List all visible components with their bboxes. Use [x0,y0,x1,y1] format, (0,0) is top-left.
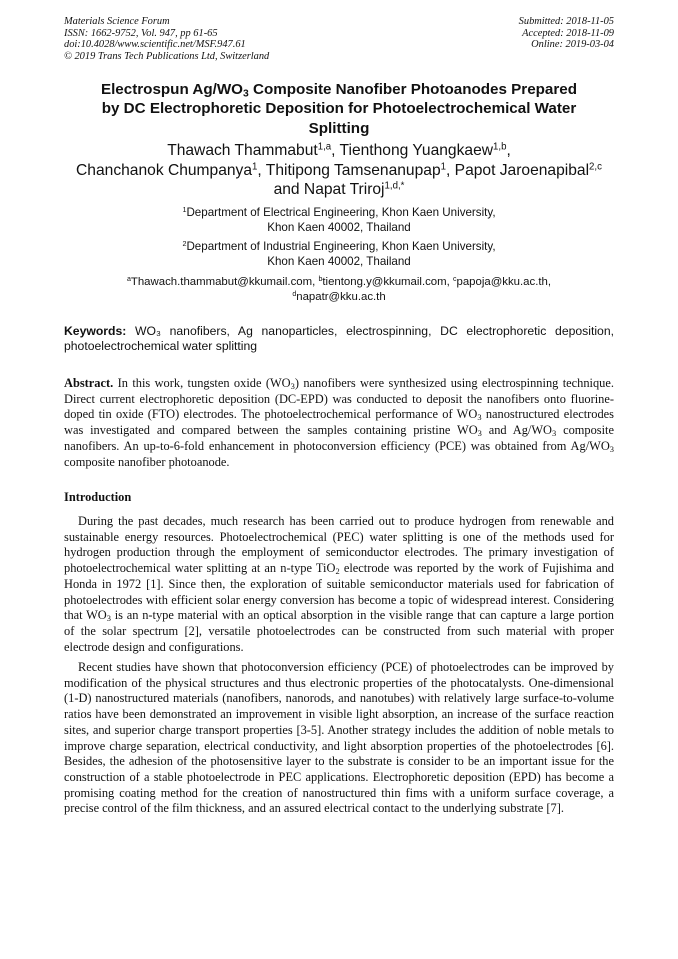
accepted-date: Accepted: 2018-11-09 [522,27,614,39]
journal-name: Materials Science Forum [64,16,170,27]
abstract-label: Abstract. [64,376,114,390]
journal-copyright: © 2019 Trans Tech Publications Ltd, Switzerland [64,50,270,62]
keywords-label: Keywords: [64,324,127,338]
email-link[interactable]: papoja@kku.ac.th, [456,276,552,288]
intro-paragraph-1: During the past decades, much research has been carried out to produce hydrogen from renewable and sustainable energy resources. Photoelectrochemical (PEC) water splitting is one of the methods used for hydrogen production through the employment of semiconductor electrodes. The primary investigation of photoelectrochemical water splitting at an n-type TiO$_2$ electrode was reported by the work of Fujishima and Honda in 1972 [1]. Since then, the exploration of suitable semiconductor materials used for fabrication of photoelectrodes with efficient solar energy conversion has become a topic of widespread interest. Considering that $WO_3$ is an n-type material with an optical absorption in the visible range that can capture a large portion of the solar spectrum [2], versatile photoelectrodes can be constructed from such material with proper electrode design and configurations. [64,514,614,654]
author-name: , Tienthong Yuangkaew [331,142,494,159]
submitted-date: Submitted: 2018-11-05 [518,16,614,27]
email-link[interactable]: tientong.y@kkumail.com, [322,276,453,288]
author-name: and Napat Triroj [273,181,385,199]
journal-info [64,16,269,62]
paper-title: Electrospun $Ag/WO_3$ Composite Nanofiber Photoanodes Prepared by DC Electrophoretic Deposition for Photoelectrochemical Water Splitting [100,81,578,137]
author-emails: $^a$Thawach.thammabut@kkumail.com, $^b$tientong.y@kkumail.com, $^c$papoja@kku.ac.th, $^d$napatr@kku.ac.th [126,276,552,303]
author-name: , Thitipong Tamsenanupap [257,161,441,179]
online-date: Online: 2019-03-04 [531,39,614,51]
abstract: Abstract. In this work, tungsten oxide $(WO_3)$ nanofibers were synthesized using electrospinning technique. Direct current electrophoretic deposition (DC-EPD) was conducted to deposit the nanofibers onto fluorine-doped tin oxide (FTO) electrodes. The photoelectrochemical performance of $WO_3$ nanostructured electrodes was investigated and compared between the samples containing pristine $WO_3$ and $Ag/WO_3$ composite nanofibers. An up-to-6-fold enhancement in photoconversion efficiency (PCE) was obtained from $Ag/WO_3$ composite nanofiber photoanode. [64,376,615,469]
journal-doi: doi:10.4028/www.scientific.net/MSF.947.61 [64,39,246,51]
affiliation-1: $^1$Department of Electrical Engineering, Khon Kaen University, Khon Kaen 40002, Thailand [182,205,496,235]
author-name: Chanchanok Chumpanya [76,161,253,179]
affiliation-2: $^2$Department of Industrial Engineering, Khon Kaen University, Khon Kaen 40002, Thailand [182,239,496,269]
author-name: , Papot Jaroenapibal [446,161,590,179]
keywords-text: WO₃ nanofibers, Ag nanoparticles, electrospinning, DC electrophoretic deposition, photoelectrochemical water splitting [64,324,614,354]
submission-dates [519,16,614,51]
section-heading-introduction: Introduction [64,490,132,504]
keywords [64,324,614,354]
author-list: Thawach Thammabut$^{1,a}$, Tienthong Yuangkaew$^{1,b}$, Chanchanok Chumpanya$^1$, Thitipong Tamsenanupap$^1$, Papot Jaroenapibal$^{2,c}$ and Napat Triroj$^{1,d,*}$ [76,141,602,199]
author-name: Thawach Thammabut [167,142,318,159]
intro-paragraph-2: Recent studies have shown that photoconversion efficiency (PCE) of photoelectrodes can be improved by modification of the physical structures and thus electronic properties of the photocatalysts. One-dimensional (1-D) nanostructured materials (nanofibers, nanorods, and nanotubes) with relatively large surface-to-volume ratios have been demonstrated an improvement in visible light absorption, an increase of the surface reaction sites, and superior charge transport properties [3-5]. Another strategy includes the addition of noble metals to improve charge separation, electrical conductivity, and light absorption properties of the photoelectrodes [6]. Besides, the adhesion of the photosensitive layer to the substrate is consider to be an important issue for the construction of a stable photoelectrode in PEC applications. Electrophoretic deposition (EPD) has become a promising coating method for the creation of nanostructured thin fims with a uniform surface coverage, a precise control of the film thickness, and an assured electrical contact to the underlying substrate [7]. [64,660,614,816]
journal-issn: ISSN: 1662-9752, Vol. 947, pp 61-65 [64,27,218,39]
email-link[interactable]: napatr@kku.ac.th [296,291,386,303]
email-link[interactable]: Thawach.thammabut@kkumail.com, [130,276,319,288]
